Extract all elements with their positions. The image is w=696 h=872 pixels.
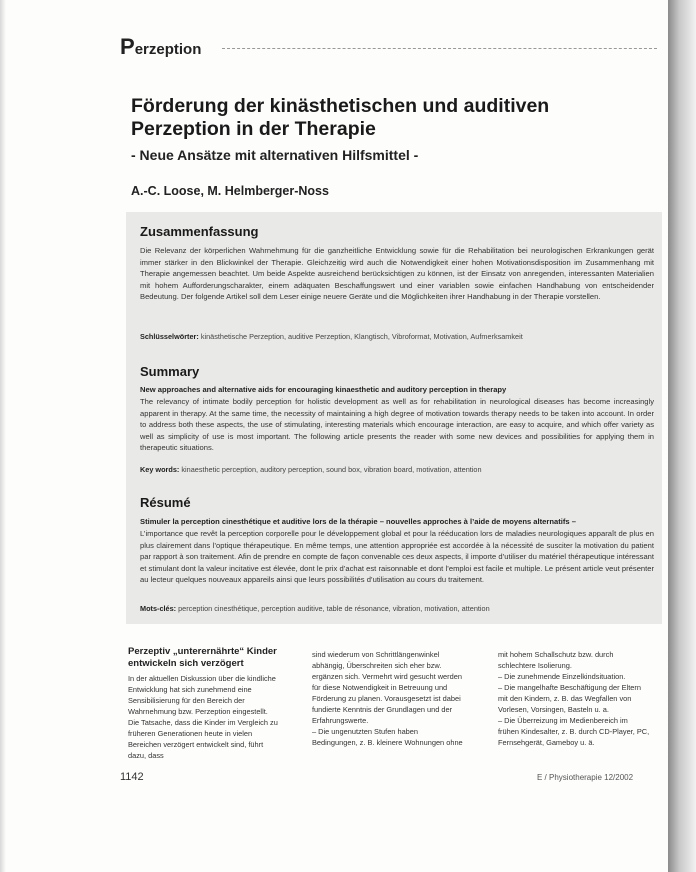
body-column-1 xyxy=(128,646,280,761)
abstract-de-keywords-label: Schlüsselwörter: xyxy=(140,332,199,341)
abstract-de-text: Die Relevanz der körperlichen Wahrnehmung für die ganzheitliche Entwicklung sowie für die Rehabilitation bei neurologischen Erkrankungen gerät immer stärker in den Blickwinkel der Therapie. Gleichzeitig wird auch die Notwendigkeit einer hohen Motivationsdisposition im Zusammenhang mit Therapie angemessen beachtet. Um beide Aspekte ausreichend berücksichtigen zu können, ist der Einsatz von anregenden, interessanten Materialien mit hohem Aufforderungscharakter, einem adäquaten Beschaffungswert und einer variablen sowie einfachen Handhabung von entscheidender Bedeutung. Der folgende Artikel soll dem Leser einige neuere Geräte und die Möglichkeiten ihrer Handhabung in der Therapie vorstellen. xyxy=(140,246,654,301)
article-title: Förderung der kinästhetischen und auditiven Perzeption in der Therapie xyxy=(131,95,550,140)
list-item: – Die mangelhafte Beschäftigung der Eltern mit den Kindern, z. B. das Wegfallen von Vorlesen, Vorsingen, Basteln u. a. xyxy=(498,683,641,714)
section-header-initial: P xyxy=(120,34,135,59)
abstract-de-keywords-list: kinästhetische Perzeption, auditive Perzeption, Klangtisch, Vibroformat, Motivation, Aufmerksamkeit xyxy=(200,332,523,341)
body-column-3 xyxy=(498,649,650,748)
article-authors: A.-C. Loose, M. Helmberger-Noss xyxy=(131,184,329,198)
list-item: – Die zunehmende Einzelkindsituation. xyxy=(498,672,626,681)
abstract-fr-heading: Résumé xyxy=(140,495,191,510)
section-header-rest: erzeption xyxy=(134,41,202,58)
abstract-en-keywords xyxy=(140,464,654,475)
abstract-en-heading: Summary xyxy=(140,364,200,379)
abstract-de-keywords xyxy=(140,331,654,342)
page-number: 1142 xyxy=(120,771,144,783)
header-rule xyxy=(222,48,657,49)
journal-reference: E / Physiotherapie 12/2002 xyxy=(537,773,634,782)
list-item: – Die Überreizung im Medienbereich im frühen Kindesalter, z. B. durch CD-Player, PC, Fernsehgerät, Gameboy u. ä. xyxy=(498,716,650,747)
abstract-fr-text: L’importance que revêt la perception corporelle pour le développement global et pour la rééducation lors de maladies neurologiques apparaît de plus en plus clairement dans l’optique thérapeutique. En même temps, une attention appropriée est accordée à la nécessité de susciter la motivation du patient par rapport à son traitement. Afin de prendre en compte de façon convenable ces deux aspects, il importe d’utiliser du matériel thérapeutique intéressant et stimulant dont la valeur incitative est élevée, dont le prix d’achat est raisonnable et dont l’emploi est facile et multiple. Le présent article veut présenter au lecteur quelques nouveaux appareils ainsi que leurs possibilités d’utilisation au cours du traitement. xyxy=(140,529,654,584)
abstract-fr-lead: Stimuler la perception cinesthétique et auditive lors de la thérapie – nouvelles approches à l’aide de moyens alternatifs – xyxy=(140,517,576,526)
body-column-2 xyxy=(312,649,464,748)
body-column-2-text: sind wiederum von Schrittlängenwinkel abhängig, Überschreiten sich eher bzw. ergänzen sich. Vermehrt wird gesucht werden für diese Notwendigkeit in Betreuung und Förderung zu planen. Vorausgesetzt ist dabei fundierte Kenntnis der Grundlagen und der Erfahrungswerte. xyxy=(312,650,462,725)
body-section-heading: Perzeptiv „unterernährte“ Kinder entwickeln sich verzögert xyxy=(128,646,277,669)
abstract-en-keywords-label: Key words: xyxy=(140,465,180,474)
article-subtitle: - Neue Ansätze mit alternativen Hilfsmittel - xyxy=(131,147,419,163)
section-header xyxy=(120,34,201,60)
list-item: mit hohem Schallschutz bzw. durch schlechtere Isolierung. xyxy=(498,650,614,670)
abstract-fr-keywords-list: perception cinesthétique, perception auditive, table de résonance, vibration, motivation, attention xyxy=(178,604,490,613)
list-item: – Die ungenutzten Stufen haben Bedingungen, z. B. kleinere Wohnungen ohne xyxy=(312,727,463,747)
abstract-en-keywords-list: kinaesthetic perception, auditory perception, sound box, vibration board, motivation, attention xyxy=(181,465,482,474)
abstract-en-text: The relevancy of intimate bodily perception for holistic development as well as for rehabilitation in neurological diseases has become increasingly apparent in therapy. At the same time, the necessity of maintaining a high degree of motivation towards therapy needs to be taken into account. In order to address both these aspects, the use of stimulating, interesting materials which encourage interaction, are easy to acquire, and which offer variety as well as simplicity of use is most important. The following article presents the reader with some new devices and possibilities for applying them in therapeutic situations. xyxy=(140,397,654,452)
abstract-fr-keywords xyxy=(140,603,654,614)
abstract-de-heading: Zusammenfassung xyxy=(140,224,259,239)
body-column-1-text: In der aktuellen Diskussion über die kindliche Entwicklung hat sich zunehmend eine Sensibilisierung für den Bereich der Wahrnehmung bzw. Perzeption eingestellt. Die Tatsache, dass die Kinder im Vergleich zu früheren Generationen heute in vielen Bereichen verzögert entwickelt sind, führt dazu, dass xyxy=(128,674,278,760)
abstract-fr-keywords-label: Mots-clés: xyxy=(140,604,177,613)
scan-left-edge xyxy=(0,0,6,872)
scan-shadow-edge xyxy=(668,0,696,872)
abstract-en-lead: New approaches and alternative aids for encouraging kinaesthetic and auditory perception in therapy xyxy=(140,385,507,394)
